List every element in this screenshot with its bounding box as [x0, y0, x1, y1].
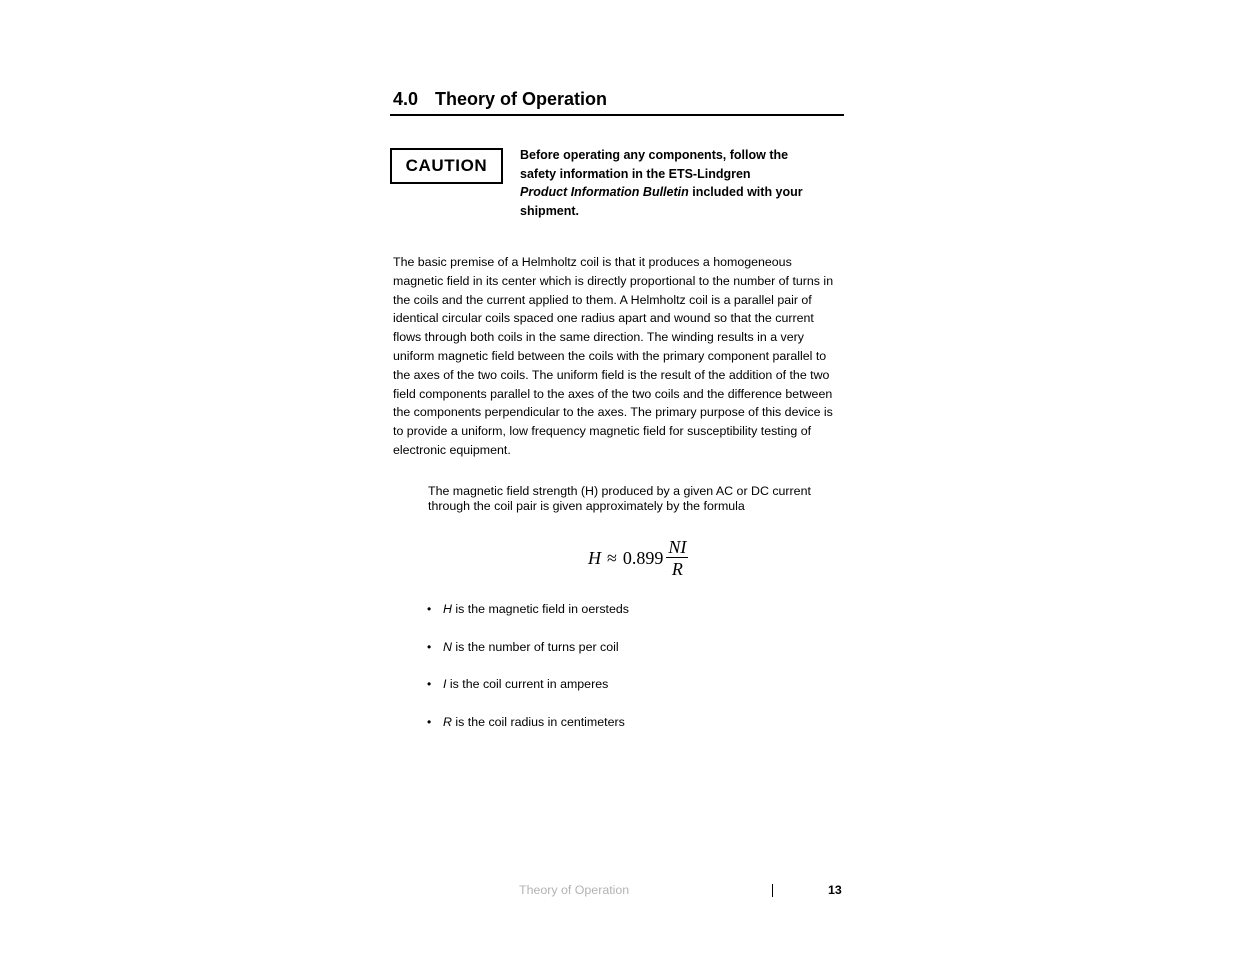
paragraph-line: the components perpendicular to the axes. The primary purpose of this device is [393, 405, 833, 420]
caution-line: safety information in the ETS-Lindgren [520, 166, 751, 181]
paragraph-line: field components parallel to the axes of the two coils and the difference between [393, 386, 833, 401]
formula-denominator: R [671, 558, 683, 579]
caution-line: Before operating any components, follow the [520, 148, 789, 162]
bulletin-title: Product Information Bulletin [520, 185, 689, 200]
variable-symbol: N [443, 639, 452, 654]
footer-divider [772, 884, 773, 897]
formula-intro [428, 484, 848, 514]
paragraph-line: identical circular coils spaced one radius apart and wound so that the current [393, 311, 814, 326]
caution-message [520, 146, 820, 221]
helmholtz-formula [588, 535, 688, 581]
paragraph-line: flows through both coils in the same direction. The winding results in a very [393, 330, 804, 345]
variable-description: is the number of turns per coil [451, 639, 619, 654]
body-paragraph [393, 253, 843, 460]
list-item [425, 638, 825, 676]
caution-label-box [390, 148, 503, 184]
list-item [425, 675, 825, 713]
variable-symbol: R [443, 714, 452, 729]
caution-line: shipment. [520, 204, 580, 219]
paragraph-line: electronic equipment. [393, 442, 511, 457]
intro-line: The magnetic field strength (H) produced by a given AC or DC current [428, 484, 811, 498]
intro-line: through the coil pair is given approximately by the formula [428, 499, 745, 513]
formula-operator: ≈ [607, 547, 617, 568]
variable-description: is the coil current in amperes [446, 677, 609, 691]
variable-symbol: H [443, 602, 452, 616]
list-item [425, 600, 825, 638]
formula-coefficient: 0.899 [622, 547, 664, 568]
footer-section-label: Theory of Operation [519, 883, 630, 897]
paragraph-line: to provide a uniform, low frequency magnetic field for susceptibility testing of [393, 424, 812, 439]
paragraph-line: magnetic field in its center which is directly proportional to the number of turns in [393, 273, 834, 288]
bullet-icon: • [427, 677, 432, 691]
section-heading [390, 88, 844, 116]
variable-description: is the magnetic field in oersteds [451, 602, 629, 616]
formula-lhs: H [588, 547, 601, 568]
paragraph-line: the axes of the two coils. The uniform field is the result of the addition of the two [393, 367, 830, 382]
list-item [425, 713, 825, 751]
paragraph-line: the coils and the current applied to them. A Helmholtz coil is a parallel pair of [393, 292, 812, 307]
variable-definitions [425, 600, 825, 750]
section-number: 4.0 [393, 89, 419, 109]
section-title: Theory of Operation [435, 89, 608, 109]
paragraph-line: uniform magnetic field between the coils with the primary component parallel to [393, 348, 827, 363]
caution-label: CAUTION [405, 156, 488, 175]
bullet-icon: • [427, 714, 432, 729]
paragraph-line: The basic premise of a Helmholtz coil is that it produces a homogeneous [393, 255, 792, 269]
bullet-icon: • [427, 639, 432, 654]
bullet-icon: • [427, 602, 432, 616]
page-number: 13 [828, 883, 842, 897]
variable-description: is the coil radius in centimeters [451, 714, 625, 729]
formula-fraction [666, 537, 688, 580]
formula-numerator: NI [668, 536, 687, 557]
variable-symbol: I [443, 677, 447, 691]
caution-line: Product Information Bulletin included with your [520, 185, 803, 200]
